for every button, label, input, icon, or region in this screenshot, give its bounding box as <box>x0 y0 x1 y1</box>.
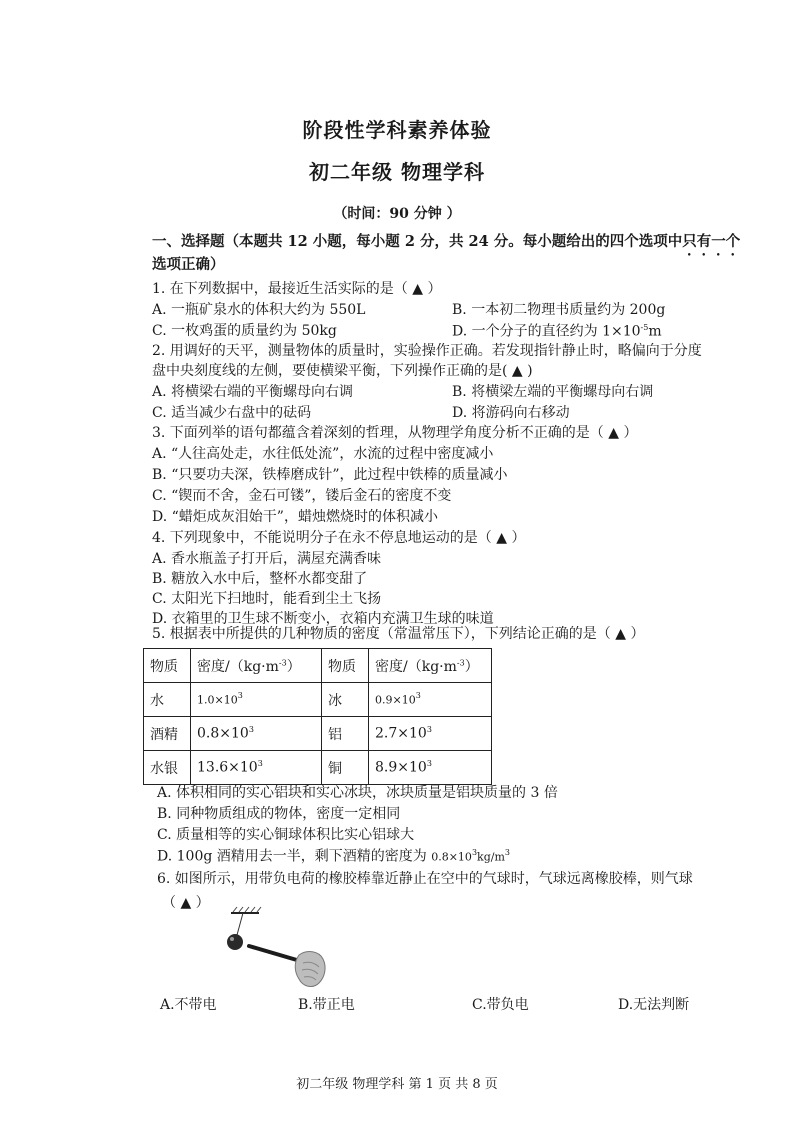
header-density-end: ） <box>464 658 479 675</box>
table-cell-material: 水银 <box>144 751 191 785</box>
table-cell-material: 冰 <box>322 683 369 717</box>
table-row <box>144 751 492 785</box>
section-heading-text: 一、选择题（本题共 12 小题，每小题 2 分，共 24 分。每小题给出的四个选项中 <box>152 233 683 250</box>
header-density-label: 密度/（kg·m <box>375 658 457 675</box>
header-density-label: 密度/（kg·m <box>197 658 279 675</box>
q2-option-d: D. 将游码向右移动 <box>452 405 570 421</box>
q6-option-d: D.无法判断 <box>618 997 690 1013</box>
table-cell-material: 铜 <box>322 751 369 785</box>
table-cell-material: 铝 <box>322 717 369 751</box>
q6-option-a: A.不带电 <box>160 997 217 1013</box>
page-footer: 初二年级 物理学科 第 1 页 共 8 页 <box>296 1077 498 1092</box>
density-value: 0.9×10 <box>375 693 416 707</box>
exam-time: （时间：90 分钟 ） <box>333 206 461 222</box>
table-header-row <box>144 649 492 683</box>
table-row <box>144 717 492 751</box>
table-cell-material: 酒精 <box>144 717 191 751</box>
q3-stem: 3. 下面列举的语句都蕴含着深刻的哲理，从物理学角度分析不正确的是（ ▲ ） <box>152 425 638 441</box>
header-density-exp: -3 <box>456 657 465 667</box>
density-exp: 3 <box>426 759 432 769</box>
q6-stem-line2: （ ▲ ） <box>162 895 210 911</box>
table-cell-density <box>369 717 492 751</box>
table-cell-density <box>191 683 322 717</box>
q1-option-d-unit: m <box>648 323 662 340</box>
q2-stem-line1: 2. 用调好的天平，测量物体的质量时，实验操作正确。若发现指针静止时，略偏向于分度 <box>152 343 702 359</box>
q6-option-c: C.带负电 <box>472 997 529 1013</box>
q5-option-c: C. 质量相等的实心铜球体积比实心铝球大 <box>157 827 415 843</box>
table-header-cell <box>191 649 322 683</box>
q5-option-d-unit-exp: 3 <box>504 848 510 857</box>
header-density-exp: -3 <box>278 657 287 667</box>
table-row <box>144 683 492 717</box>
q1-option-d <box>452 324 662 339</box>
q1-option-d-text: D. 一个分子的直径约为 1×10 <box>452 323 641 340</box>
exam-title: 阶段性学科素养体验 <box>302 118 492 142</box>
q5-option-d-value: 0.8×10 <box>431 850 472 864</box>
section-heading-cont: 选项正确） <box>152 256 225 273</box>
density-value: 1.0×10 <box>197 693 238 707</box>
q4-option-d: D. 衣箱里的卫生球不断变小，衣箱内充满卫生球的味道 <box>152 611 494 627</box>
section-heading <box>152 233 740 259</box>
balloon-highlight <box>230 937 234 941</box>
q3-option-b: B. “只要功夫深，铁棒磨成针”，此过程中铁棒的质量减小 <box>152 467 508 483</box>
q5-option-d-exp: 3 <box>471 848 478 857</box>
density-value: 13.6×10 <box>197 759 258 776</box>
density-exp: 3 <box>415 691 421 701</box>
q5-option-d-unit: kg/m <box>477 850 505 864</box>
q1-option-b: B. 一本初二物理书质量约为 200g <box>452 302 666 318</box>
q2-option-b: B. 将横梁左端的平衡螺母向右调 <box>452 384 654 400</box>
density-value: 8.9×10 <box>375 759 427 776</box>
table-cell-density <box>191 751 322 785</box>
q4-stem: 4. 下列现象中，不能说明分子在永不停息地运动的是（ ▲ ） <box>152 530 526 546</box>
thread <box>237 913 243 935</box>
density-exp: 3 <box>248 725 254 735</box>
table-cell-density <box>191 717 322 751</box>
ceiling-hatching <box>233 907 261 912</box>
q6-option-b: B.带正电 <box>298 997 355 1013</box>
table-header-cell <box>369 649 492 683</box>
q5-option-a: A. 体积相同的实心铝块和实心冰块，冰块质量是铝块质量的 3 倍 <box>157 785 558 801</box>
density-value: 2.7×10 <box>375 725 427 742</box>
q5-option-b: B. 同种物质组成的物体，密度一定相同 <box>157 806 401 822</box>
exam-subtitle: 初二年级 物理学科 <box>309 160 485 184</box>
section-heading-emphasis: 只有一个 <box>682 233 741 250</box>
q5-stem: 5. 根据表中所提供的几种物质的密度（常温常压下），下列结论正确的是（ ▲ ） <box>152 626 645 642</box>
header-density-end: ） <box>286 658 301 675</box>
balloon-rod-figure <box>215 905 345 995</box>
q4-option-c: C. 太阳光下扫地时，能看到尘土飞扬 <box>152 591 382 607</box>
q1-option-a: A. 一瓶矿泉水的体积大约为 550L <box>152 302 366 318</box>
balloon <box>227 934 243 950</box>
density-exp: 3 <box>426 725 432 735</box>
q4-option-a: A. 香水瓶盖子打开后，满屋充满香味 <box>152 551 382 567</box>
density-value: 0.8×10 <box>197 725 249 742</box>
table-cell-density <box>369 683 492 717</box>
density-exp: 3 <box>257 759 263 769</box>
q2-option-c: C. 适当减少右盘中的砝码 <box>152 405 312 421</box>
table-cell-density <box>369 751 492 785</box>
table-header-cell: 物质 <box>144 649 191 683</box>
q2-option-a: A. 将横梁右端的平衡螺母向右调 <box>152 384 354 400</box>
q3-option-c: C. “锲而不舍，金石可镂”，镂后金石的密度不变 <box>152 488 452 504</box>
density-table <box>143 648 492 785</box>
table-cell-material: 水 <box>144 683 191 717</box>
q1-option-c: C. 一枚鸡蛋的质量约为 50kg <box>152 323 337 339</box>
q3-option-a: A. “人往高处走，水往低处流”，水流的过程中密度减小 <box>152 446 494 462</box>
table-header-cell: 物质 <box>322 649 369 683</box>
q3-option-d: D. “蜡炬成灰泪始干”，蜡烛燃烧时的体积减小 <box>152 509 438 525</box>
q2-stem-line2: 盘中央刻度线的左侧，要使横梁平衡，下列操作正确的是( ▲ ) <box>152 363 533 379</box>
q6-stem-line1: 6. 如图所示，用带负电荷的橡胶棒靠近静止在空中的气球时，气球远离橡胶棒，则气球 <box>157 871 693 887</box>
q5-option-d <box>157 849 510 864</box>
q5-option-d-text: D. 100g 酒精用去一半，剩下酒精的密度为 <box>157 848 432 865</box>
q1-option-d-exp: -5 <box>640 323 649 332</box>
density-exp: 3 <box>237 691 243 701</box>
q1-stem: 1. 在下列数据中，最接近生活实际的是（ ▲ ） <box>152 281 442 297</box>
q4-option-b: B. 糖放入水中后，整杯水都变甜了 <box>152 571 368 587</box>
